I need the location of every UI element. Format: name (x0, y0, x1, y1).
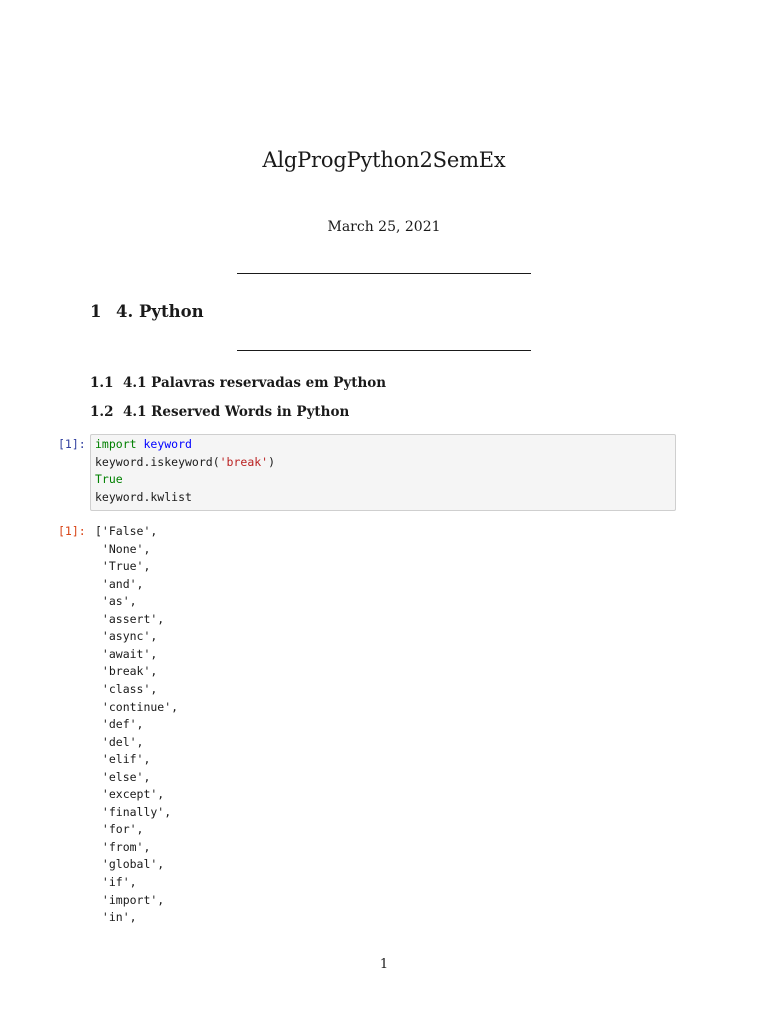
output-line: 'break', (95, 664, 158, 679)
section-title: 4. Python (116, 302, 204, 321)
subsection-number: 1.2 (90, 404, 114, 420)
subsection-heading-2 (90, 404, 349, 420)
output-line: 'import', (95, 892, 165, 907)
output-line: 'in', (95, 910, 137, 925)
output-line: 'else', (95, 769, 151, 784)
code-module-name: keyword (143, 437, 192, 451)
output-line: 'async', (95, 629, 158, 644)
input-prompt: [1]: (58, 437, 86, 451)
output-line: 'del', (95, 734, 144, 749)
code-line-4: keyword.kwlist (95, 489, 192, 504)
output-prompt: [1]: (58, 524, 86, 538)
page-number: 1 (379, 957, 389, 972)
output-line: 'await', (95, 646, 158, 661)
output-line: 'and', (95, 576, 144, 591)
subsection-number: 1.1 (90, 375, 114, 391)
output-line: 'if', (95, 875, 137, 889)
output-line: 'assert', (95, 611, 165, 626)
code-line-1 (95, 436, 192, 454)
code-string: 'break' (219, 454, 269, 469)
output-line: 'for', (95, 822, 144, 837)
subsection-heading-1 (90, 375, 386, 391)
output-line: 'None', (95, 541, 151, 556)
document-title: AlgProgPython2SemEx (262, 148, 506, 172)
output-line: 'True', (95, 559, 151, 574)
code-keyword-import: import (95, 437, 137, 451)
code-line-3: True (95, 472, 123, 486)
code-line-2 (95, 454, 275, 472)
output-line: 'as', (95, 594, 137, 609)
output-line: 'finally', (95, 804, 172, 819)
subsection-title: 4.1 Reserved Words in Python (123, 404, 350, 420)
output-line: 'except', (95, 787, 165, 802)
output-line: 'continue', (95, 699, 179, 714)
horizontal-rule-top (237, 273, 531, 274)
output-line: 'from', (95, 839, 151, 854)
subsection-title: 4.1 Palavras reservadas em Python (123, 375, 387, 391)
output-line: 'def', (95, 717, 144, 732)
output-line: ['False', (95, 524, 158, 538)
output-line: 'global', (95, 857, 165, 872)
code-call-close: ) (268, 454, 276, 469)
document-date: March 25, 2021 (327, 219, 441, 235)
output-line: 'class', (95, 681, 158, 696)
section-number: 1 (90, 302, 102, 321)
output-line: 'elif', (95, 752, 151, 767)
code-call: keyword.iskeyword( (95, 454, 220, 469)
horizontal-rule-bottom (237, 350, 531, 351)
section-heading (90, 302, 204, 321)
